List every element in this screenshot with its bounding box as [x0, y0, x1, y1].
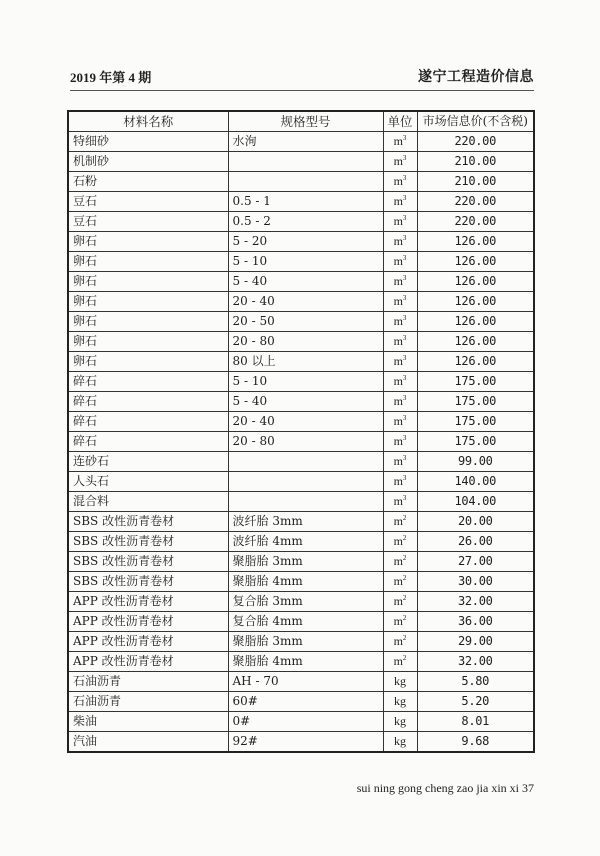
price-cell: 175.00: [417, 432, 534, 452]
price-cell: 5.80: [417, 672, 534, 692]
price-cell: 99.00: [417, 452, 534, 472]
spec-cell: [228, 172, 383, 192]
unit-base: m: [393, 294, 403, 308]
spec-cell: [228, 492, 383, 512]
spec-cell: 5 - 20: [228, 232, 383, 252]
table-header-row: [68, 111, 534, 132]
spec-cell: 0#: [228, 712, 383, 732]
unit-cell: [383, 632, 417, 652]
material-name-cell: 特细砂: [68, 132, 228, 152]
unit-exponent: 3: [402, 334, 407, 342]
unit-cell: [383, 352, 417, 372]
material-name-cell: 碎石: [68, 412, 228, 432]
spec-cell: 5 - 40: [228, 392, 383, 412]
unit-exponent: 2: [402, 574, 407, 582]
price-cell: 220.00: [417, 212, 534, 232]
unit-exponent: 3: [402, 294, 407, 302]
table-row: [68, 692, 534, 712]
price-cell: 29.00: [417, 632, 534, 652]
table-row: [68, 532, 534, 552]
spec-cell: 聚脂胎 4mm: [228, 572, 383, 592]
unit-base: m: [393, 314, 403, 328]
unit-base: m: [393, 274, 403, 288]
unit-exponent: 2: [402, 554, 407, 562]
unit-base: m: [393, 654, 403, 668]
price-cell: 5.20: [417, 692, 534, 712]
publication-title: 遂宁工程造价信息: [418, 69, 534, 85]
unit-base: m: [393, 194, 403, 208]
table-row: [68, 472, 534, 492]
material-name-cell: 碎石: [68, 372, 228, 392]
unit-cell: [383, 552, 417, 572]
column-header-price: 市场信息价(不含税): [417, 111, 534, 132]
material-name-cell: 石粉: [68, 172, 228, 192]
unit-base: m: [393, 474, 403, 488]
price-cell: 104.00: [417, 492, 534, 512]
unit-exponent: 3: [402, 494, 407, 502]
table-row: [68, 432, 534, 452]
price-cell: 220.00: [417, 132, 534, 152]
unit-cell: [383, 332, 417, 352]
table-row: [68, 392, 534, 412]
unit-exponent: 2: [402, 594, 407, 602]
material-name-cell: 碎石: [68, 432, 228, 452]
material-name-cell: 豆石: [68, 212, 228, 232]
unit-exponent: 2: [402, 654, 407, 662]
spec-cell: 92#: [228, 732, 383, 753]
material-name-cell: APP 改性沥青卷材: [68, 652, 228, 672]
table-row: [68, 372, 534, 392]
material-name-cell: 人头石: [68, 472, 228, 492]
price-cell: 27.00: [417, 552, 534, 572]
price-cell: 126.00: [417, 352, 534, 372]
price-cell: 175.00: [417, 372, 534, 392]
page-footer: sui ning gong cheng zao jia xin xi 37: [356, 781, 534, 795]
material-name-cell: 石油沥青: [68, 672, 228, 692]
unit-base: kg: [394, 694, 406, 708]
unit-exponent: 3: [402, 314, 407, 322]
spec-cell: [228, 472, 383, 492]
unit-base: m: [393, 494, 403, 508]
unit-base: kg: [394, 714, 406, 728]
unit-cell: [383, 532, 417, 552]
spec-cell: 5 - 40: [228, 272, 383, 292]
unit-base: m: [393, 394, 403, 408]
unit-cell: [383, 512, 417, 532]
column-header-name: 材料名称: [68, 111, 228, 132]
material-name-cell: APP 改性沥青卷材: [68, 612, 228, 632]
unit-base: m: [393, 634, 403, 648]
material-name-cell: 卵石: [68, 332, 228, 352]
spec-cell: 80 以上: [228, 352, 383, 372]
price-cell: 210.00: [417, 152, 534, 172]
price-cell: 220.00: [417, 192, 534, 212]
unit-cell: [383, 652, 417, 672]
unit-cell: [383, 692, 417, 712]
spec-cell: 聚脂胎 3mm: [228, 552, 383, 572]
table-row: [68, 232, 534, 252]
unit-cell: [383, 492, 417, 512]
price-cell: 126.00: [417, 292, 534, 312]
unit-cell: [383, 272, 417, 292]
spec-cell: [228, 152, 383, 172]
unit-cell: [383, 252, 417, 272]
unit-cell: [383, 572, 417, 592]
price-cell: 26.00: [417, 532, 534, 552]
table-row: [68, 572, 534, 592]
unit-cell: [383, 372, 417, 392]
price-cell: 140.00: [417, 472, 534, 492]
price-cell: 126.00: [417, 272, 534, 292]
material-name-cell: 机制砂: [68, 152, 228, 172]
unit-cell: [383, 592, 417, 612]
unit-base: m: [393, 434, 403, 448]
unit-exponent: 2: [402, 614, 407, 622]
spec-cell: 60#: [228, 692, 383, 712]
unit-cell: [383, 132, 417, 152]
spec-cell: 复合胎 3mm: [228, 592, 383, 612]
table-row: [68, 192, 534, 212]
spec-cell: 聚脂胎 3mm: [228, 632, 383, 652]
price-cell: 8.01: [417, 712, 534, 732]
issue-label: 2019 年第 4 期: [70, 70, 152, 85]
table-row: [68, 592, 534, 612]
unit-cell: [383, 292, 417, 312]
material-name-cell: 卵石: [68, 252, 228, 272]
header-divider: [70, 90, 534, 91]
spec-cell: 复合胎 4mm: [228, 612, 383, 632]
table-row: [68, 412, 534, 432]
unit-base: m: [393, 554, 403, 568]
table-row: [68, 612, 534, 632]
unit-exponent: 3: [402, 234, 407, 242]
spec-cell: 5 - 10: [228, 252, 383, 272]
table-row: [68, 152, 534, 172]
material-name-cell: 连砂石: [68, 452, 228, 472]
price-cell: 175.00: [417, 412, 534, 432]
spec-cell: [228, 452, 383, 472]
material-name-cell: 混合料: [68, 492, 228, 512]
spec-cell: AH - 70: [228, 672, 383, 692]
material-name-cell: SBS 改性沥青卷材: [68, 572, 228, 592]
spec-cell: 20 - 50: [228, 312, 383, 332]
unit-exponent: 3: [402, 174, 407, 182]
material-name-cell: APP 改性沥青卷材: [68, 632, 228, 652]
unit-exponent: 3: [402, 474, 407, 482]
unit-base: m: [393, 614, 403, 628]
unit-cell: [383, 452, 417, 472]
unit-cell: [383, 412, 417, 432]
unit-base: m: [393, 374, 403, 388]
unit-cell: [383, 612, 417, 632]
table-row: [68, 452, 534, 472]
material-name-cell: 汽油: [68, 732, 228, 753]
unit-cell: [383, 312, 417, 332]
price-cell: 9.68: [417, 732, 534, 753]
material-name-cell: 卵石: [68, 352, 228, 372]
material-name-cell: 柴油: [68, 712, 228, 732]
unit-exponent: 2: [402, 514, 407, 522]
material-name-cell: 卵石: [68, 292, 228, 312]
column-header-unit: 单位: [383, 111, 417, 132]
table-row: [68, 292, 534, 312]
table-row: [68, 632, 534, 652]
price-cell: 36.00: [417, 612, 534, 632]
spec-cell: 水洵: [228, 132, 383, 152]
table-row: [68, 172, 534, 192]
table-row: [68, 732, 534, 753]
table-row: [68, 132, 534, 152]
unit-cell: [383, 472, 417, 492]
unit-base: m: [393, 534, 403, 548]
spec-cell: 聚脂胎 4mm: [228, 652, 383, 672]
unit-cell: [383, 232, 417, 252]
unit-base: m: [393, 354, 403, 368]
table-row: [68, 312, 534, 332]
unit-exponent: 3: [402, 154, 407, 162]
price-cell: 32.00: [417, 592, 534, 612]
unit-cell: [383, 732, 417, 753]
price-cell: 210.00: [417, 172, 534, 192]
material-name-cell: SBS 改性沥青卷材: [68, 532, 228, 552]
unit-base: m: [393, 414, 403, 428]
unit-base: m: [393, 514, 403, 528]
material-name-cell: SBS 改性沥青卷材: [68, 512, 228, 532]
unit-base: m: [393, 594, 403, 608]
table-row: [68, 352, 534, 372]
unit-base: m: [393, 254, 403, 268]
unit-exponent: 3: [402, 254, 407, 262]
unit-exponent: 3: [402, 414, 407, 422]
table-row: [68, 552, 534, 572]
unit-base: m: [393, 454, 403, 468]
unit-cell: [383, 212, 417, 232]
unit-base: m: [393, 334, 403, 348]
unit-cell: [383, 432, 417, 452]
unit-exponent: 3: [402, 214, 407, 222]
unit-cell: [383, 712, 417, 732]
material-name-cell: 碎石: [68, 392, 228, 412]
spec-cell: 波纤胎 3mm: [228, 512, 383, 532]
unit-cell: [383, 392, 417, 412]
price-cell: 126.00: [417, 332, 534, 352]
price-cell: 20.00: [417, 512, 534, 532]
unit-base: m: [393, 154, 403, 168]
price-cell: 126.00: [417, 312, 534, 332]
unit-exponent: 3: [402, 434, 407, 442]
price-cell: 126.00: [417, 252, 534, 272]
table-row: [68, 332, 534, 352]
material-name-cell: 石油沥青: [68, 692, 228, 712]
unit-cell: [383, 152, 417, 172]
spec-cell: 20 - 80: [228, 432, 383, 452]
table-body: [68, 132, 534, 753]
spec-cell: 0.5 - 1: [228, 192, 383, 212]
unit-exponent: 2: [402, 534, 407, 542]
unit-base: m: [393, 214, 403, 228]
material-name-cell: SBS 改性沥青卷材: [68, 552, 228, 572]
price-cell: 30.00: [417, 572, 534, 592]
material-name-cell: 卵石: [68, 232, 228, 252]
table-row: [68, 252, 534, 272]
unit-base: m: [393, 574, 403, 588]
material-name-cell: 卵石: [68, 272, 228, 292]
unit-base: kg: [394, 734, 406, 748]
table-row: [68, 272, 534, 292]
spec-cell: 20 - 80: [228, 332, 383, 352]
unit-cell: [383, 172, 417, 192]
unit-base: m: [393, 234, 403, 248]
spec-cell: 0.5 - 2: [228, 212, 383, 232]
spec-cell: 5 - 10: [228, 372, 383, 392]
unit-exponent: 3: [402, 134, 407, 142]
spec-cell: 波纤胎 4mm: [228, 532, 383, 552]
table-row: [68, 512, 534, 532]
spec-cell: 20 - 40: [228, 292, 383, 312]
table-row: [68, 712, 534, 732]
column-header-spec: 规格型号: [228, 111, 383, 132]
table-row: [68, 672, 534, 692]
price-cell: 126.00: [417, 232, 534, 252]
unit-exponent: 3: [402, 454, 407, 462]
unit-cell: [383, 672, 417, 692]
table-row: [68, 492, 534, 512]
table-row: [68, 652, 534, 672]
unit-exponent: 3: [402, 354, 407, 362]
spec-cell: 20 - 40: [228, 412, 383, 432]
table-row: [68, 212, 534, 232]
unit-exponent: 3: [402, 194, 407, 202]
unit-base: kg: [394, 674, 406, 688]
unit-base: m: [393, 174, 403, 188]
unit-exponent: 3: [402, 394, 407, 402]
material-name-cell: 卵石: [68, 312, 228, 332]
material-price-table: [67, 110, 535, 753]
unit-exponent: 2: [402, 634, 407, 642]
price-cell: 175.00: [417, 392, 534, 412]
price-cell: 32.00: [417, 652, 534, 672]
unit-exponent: 3: [402, 274, 407, 282]
unit-cell: [383, 192, 417, 212]
material-name-cell: 豆石: [68, 192, 228, 212]
material-name-cell: APP 改性沥青卷材: [68, 592, 228, 612]
unit-exponent: 3: [402, 374, 407, 382]
unit-base: m: [393, 134, 403, 148]
